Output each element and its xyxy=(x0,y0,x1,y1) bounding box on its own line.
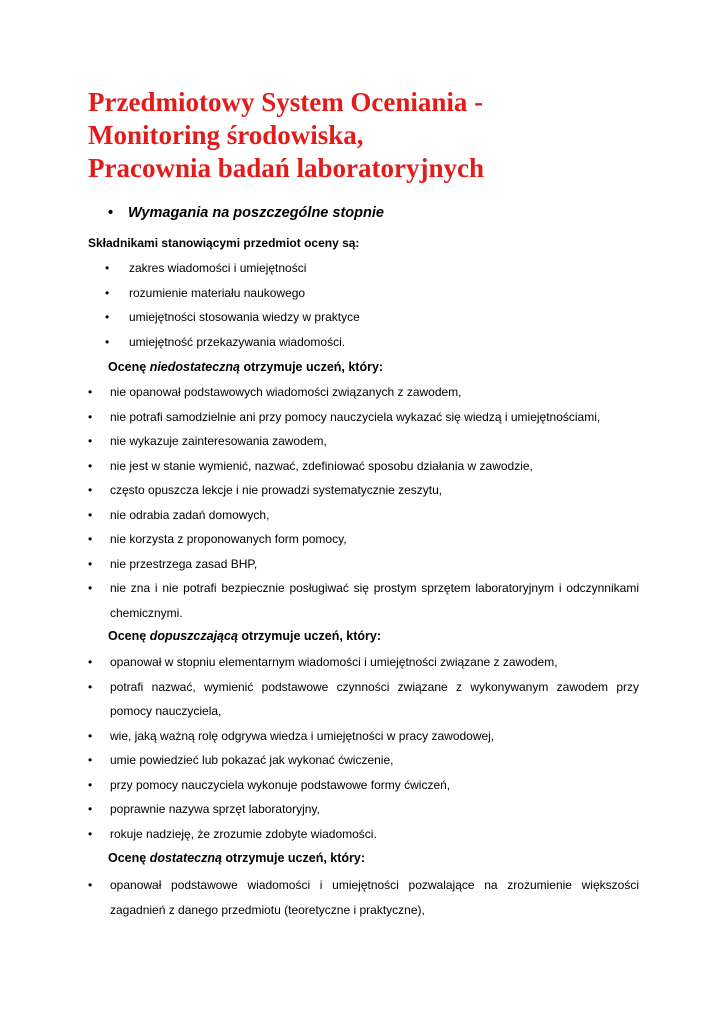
assessment-components-intro: Składnikami stanowiącymi przedmiot oceny są: xyxy=(88,236,360,250)
list-item: • przy pomocy nauczyciela wykonuje podstawowe formy ćwiczeń, xyxy=(88,773,639,798)
title-line: Pracownia badań laboratoryjnych xyxy=(88,153,485,183)
assessment-components-list xyxy=(105,261,360,359)
list-item: • często opuszcza lekcje i nie prowadzi systematycznie zeszytu, xyxy=(88,478,639,503)
list-item: • nie odrabia zadań domowych, xyxy=(88,503,639,528)
grade-criteria-list-sufficient xyxy=(88,650,639,846)
document-title xyxy=(88,86,484,185)
list-item: • nie wykazuje zainteresowania zawodem, xyxy=(88,429,639,454)
grade-name: niedostateczną xyxy=(149,360,240,374)
grade-criteria-list-satisfactory xyxy=(88,873,639,922)
list-item: • rokuje nadzieję, że zrozumie zdobyte wiadomości. xyxy=(88,822,639,847)
list-item: • nie potrafi samodzielnie ani przy pomocy nauczyciela wykazać się wiedzą i umiejętnościami, xyxy=(88,405,639,430)
list-item: • umiejętności stosowania wiedzy w praktyce xyxy=(105,310,360,335)
list-item: • potrafi nazwać, wymienić podstawowe czynności związane z wykonywanym zawodem przy pomocy nauczyciela, xyxy=(88,675,639,724)
list-item: • umiejętność przekazywania wiadomości. xyxy=(105,335,360,360)
list-item: • umie powiedzieć lub pokazać jak wykonać ćwiczenie, xyxy=(88,748,639,773)
title-line: Przedmiotowy System Oceniania - xyxy=(88,87,484,117)
list-item: • nie przestrzega zasad BHP, xyxy=(88,552,639,577)
title-line: Monitoring środowiska, xyxy=(88,120,364,150)
bullet: • xyxy=(108,205,114,221)
requirements-label: Wymagania na poszczególne stopnie xyxy=(128,205,384,221)
grade-heading-insufficient: Ocenę niedostateczną otrzymuje uczeń, który: xyxy=(108,360,384,374)
list-item: • opanował w stopniu elementarnym wiadomości i umiejętności związane z zawodem, xyxy=(88,650,639,675)
list-item: • nie zna i nie potrafi bezpiecznie posługiwać się prostym sprzętem laboratoryjnym i odczynnikami chemicznymi. xyxy=(88,576,639,625)
list-item: • rozumienie materiału naukowego xyxy=(105,286,360,311)
list-item: • nie jest w stanie wymienić, nazwać, zdefiniować sposobu działania w zawodzie, xyxy=(88,454,639,479)
list-item: • poprawnie nazywa sprzęt laboratoryjny, xyxy=(88,797,639,822)
grade-heading-satisfactory: Ocenę dostateczną otrzymuje uczeń, który: xyxy=(108,851,366,865)
grade-criteria-list-insufficient xyxy=(88,380,639,625)
list-item: • nie opanował podstawowych wiadomości związanych z zawodem, xyxy=(88,380,639,405)
grade-heading-sufficient: Ocenę dopuszczającą otrzymuje uczeń, który: xyxy=(108,629,382,643)
list-item: • opanował podstawowe wiadomości i umiejętności pozwalające na zrozumienie większości zagadnień z danego przedmiotu (teoretyczne i praktyczne), xyxy=(88,873,639,922)
list-item: • nie korzysta z proponowanych form pomocy, xyxy=(88,527,639,552)
list-item: • zakres wiadomości i umiejętności xyxy=(105,261,360,286)
list-item: • wie, jaką ważną rolę odgrywa wiedza i umiejętności w pracy zawodowej, xyxy=(88,724,639,749)
grade-name: dopuszczającą xyxy=(149,629,238,643)
requirements-heading xyxy=(108,205,384,221)
grade-name: dostateczną xyxy=(149,851,222,865)
